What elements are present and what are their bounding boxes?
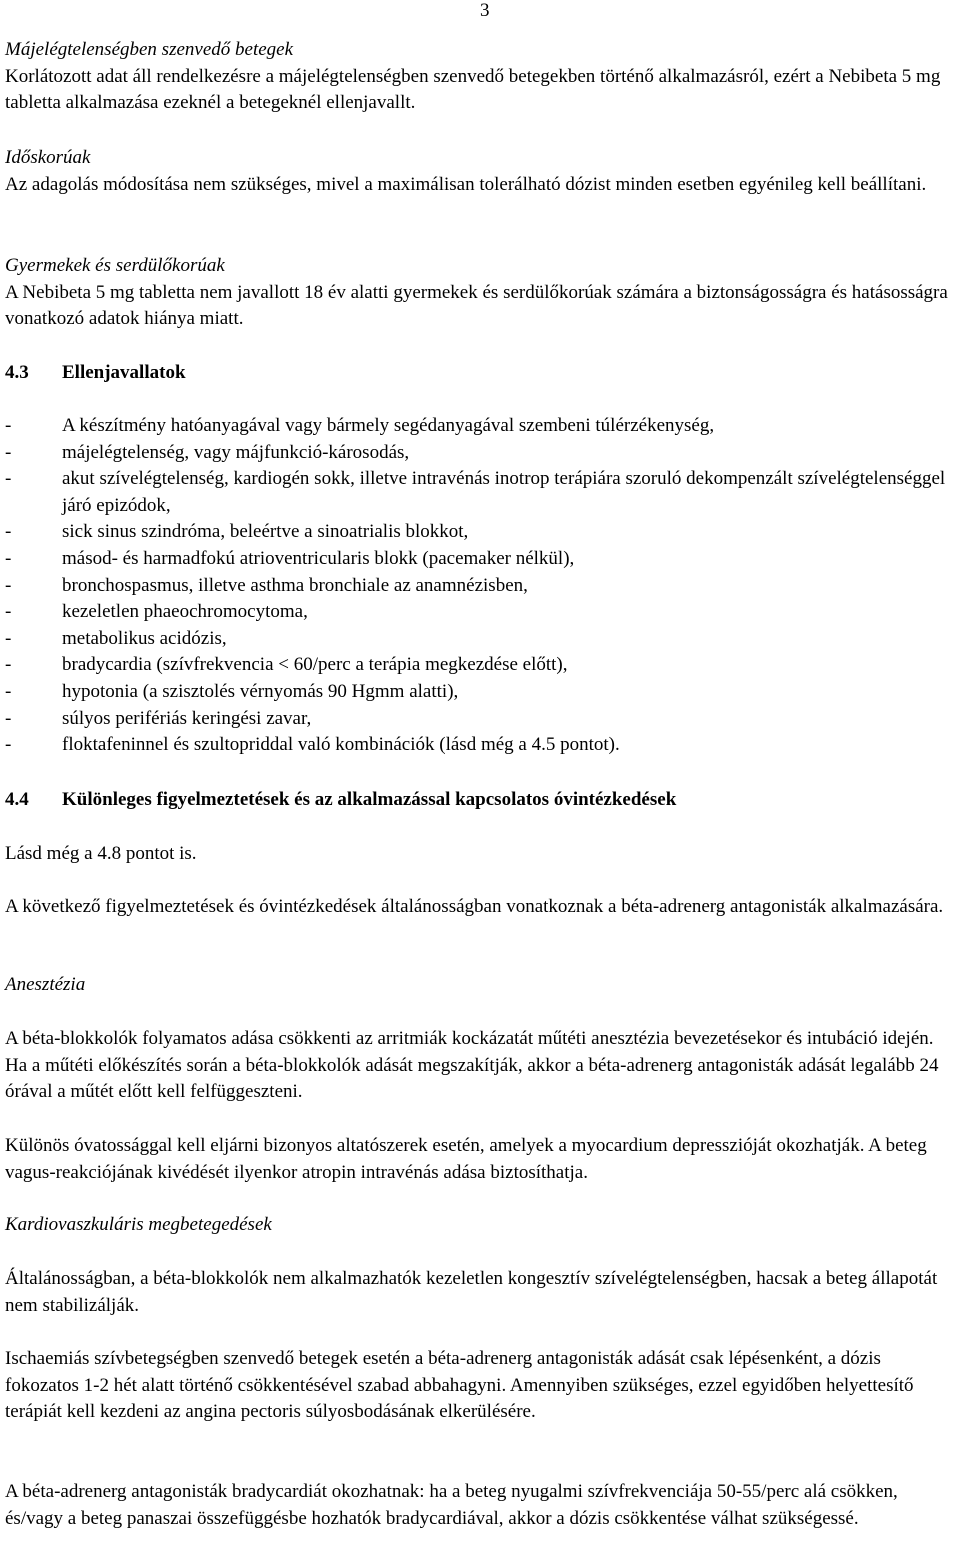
- anesthesia-paragraph-2: Különös óvatossággal kell eljárni bizonyos altatószerek esetén, amelyek a myocardium depresszióját okozhatják. A beteg vagus-reakciójának kivédését ilyenkor atropin intravénás adása biztosíthatja.: [5, 1135, 927, 1183]
- liver-heading: Májelégtelenségben szenvedő betegek: [5, 39, 294, 60]
- cardio-paragraph-1: Általánosságban, a béta-blokkolók nem alkalmazhatók kezeletlen kongesztív szívelégtelenségben, hacsak a beteg állapotát nem stabilizálják.: [5, 1268, 938, 1316]
- list-item: - floktafeninnel és szultopriddal való kombinációk (lásd még a 4.5 pontot).: [5, 734, 620, 756]
- cardio-heading: Kardiovaszkuláris megbetegedések: [5, 1214, 272, 1235]
- section-4-4-intro: A következő figyelmeztetések és óvintézkedések általánosságban vonatkoznak a béta-adrenerg antagonisták alkalmazására.: [5, 896, 944, 917]
- anesthesia-heading: Anesztézia: [5, 974, 86, 995]
- list-item: - bronchospasmus, illetve asthma bronchiale az anamnézisben,: [5, 574, 528, 596]
- list-item: - hypotonia (a szisztolés vérnyomás 90 Hgmm alatti),: [5, 680, 459, 702]
- cardio-paragraph-3: A béta-adrenerg antagonisták bradycardiát okozhatnak: ha a beteg nyugalmi szívfrekvenciája 50-55/perc alá csökken, és/vagy a beteg panaszai összefüggésbe hozhatók bradycardiával, akkor a dózis csökkentése válhat szükségessé.: [5, 1481, 898, 1529]
- list-item: - májelégtelenség, vagy májfunkció-károsodás,: [5, 441, 410, 463]
- anesthesia-paragraph-1: A béta-blokkolók folyamatos adása csökkenti az arritmiák kockázatát műtéti anesztézia bevezetésekor és intubáció idején. Ha a műtéti előkészítés során a béta-blokkolók adását megszakítják, akkor a béta-adrenerg antagonisták adását legalább 24 órával a műtét előtt kell felfüggeszteni.: [5, 1028, 939, 1103]
- section-4-3-heading: 4.3 Ellenjavallatok: [5, 362, 186, 383]
- elderly-section: [5, 145, 950, 198]
- list-item: - sick sinus szindróma, beleértve a sinoatrialis blokkot,: [5, 521, 469, 543]
- cardio-paragraph-2: Ischaemiás szívbetegségben szenvedő betegek esetén a béta-adrenerg antagonisták adását csak lépésenként, a dózis fokozatos 1-2 hét alatt történő csökkentésével szabad abbahagyni. Amennyiben szükséges, ezzel egyidőben helyettesítő terápiát kell kezdeni az angina pectoris súlyosbodásának elkerülésére.: [5, 1348, 914, 1423]
- children-text: A Nebibeta 5 mg tabletta nem javallott 18 év alatti gyermekek és serdülőkorúak számára a biztonságosságra és hatásosságra vonatkozó adatok hiánya miatt.: [5, 281, 948, 330]
- list-item: - A készítmény hatóanyagával vagy bármely segédanyagával szembeni túlérzékenység,: [5, 415, 715, 436]
- children-section: [5, 253, 950, 333]
- elderly-text: Az adagolás módosítása nem szükséges, mivel a maximálisan tolerálható dózist minden esetben egyénileg kell beállítani.: [5, 173, 927, 195]
- see-also-text: Lásd még a 4.8 pontot is.: [5, 843, 197, 864]
- list-item: - súlyos perifériás keringési zavar,: [5, 707, 312, 729]
- elderly-heading: Időskorúak: [5, 147, 91, 168]
- list-item: - kezeletlen phaeochromocytoma,: [5, 601, 308, 623]
- children-heading: Gyermekek és serdülőkorúak: [5, 255, 225, 276]
- section-4-3: [5, 360, 950, 387]
- section-4-4-heading: 4.4 Különleges figyelmeztetések és az alkalmazással kapcsolatos óvintézkedések: [5, 789, 677, 810]
- list-item: - akut szívelégtelenség, kardiogén sokk, illetve intravénás inotrop terápiára szoruló dekompenzált szívelégtelenséggel járó epizódok,: [5, 468, 946, 516]
- contraindication-list: [5, 413, 950, 759]
- section-4-4: [5, 787, 950, 814]
- liver-text: Korlátozott adat áll rendelkezésre a májelégtelenségben szenvedő betegekben történő alkalmazásról, ezért a Nebibeta 5 mg tabletta alkalmazása ezeknél a betegeknél ellenjavallt.: [5, 65, 941, 114]
- list-item: - bradycardia (szívfrekvencia < 60/perc a terápia megkezdése előtt),: [5, 654, 568, 676]
- liver-section: [5, 37, 950, 117]
- list-item: - metabolikus acidózis,: [5, 627, 227, 649]
- list-item: - másod- és harmadfokú atrioventricularis blokk (pacemaker nélkül),: [5, 547, 575, 569]
